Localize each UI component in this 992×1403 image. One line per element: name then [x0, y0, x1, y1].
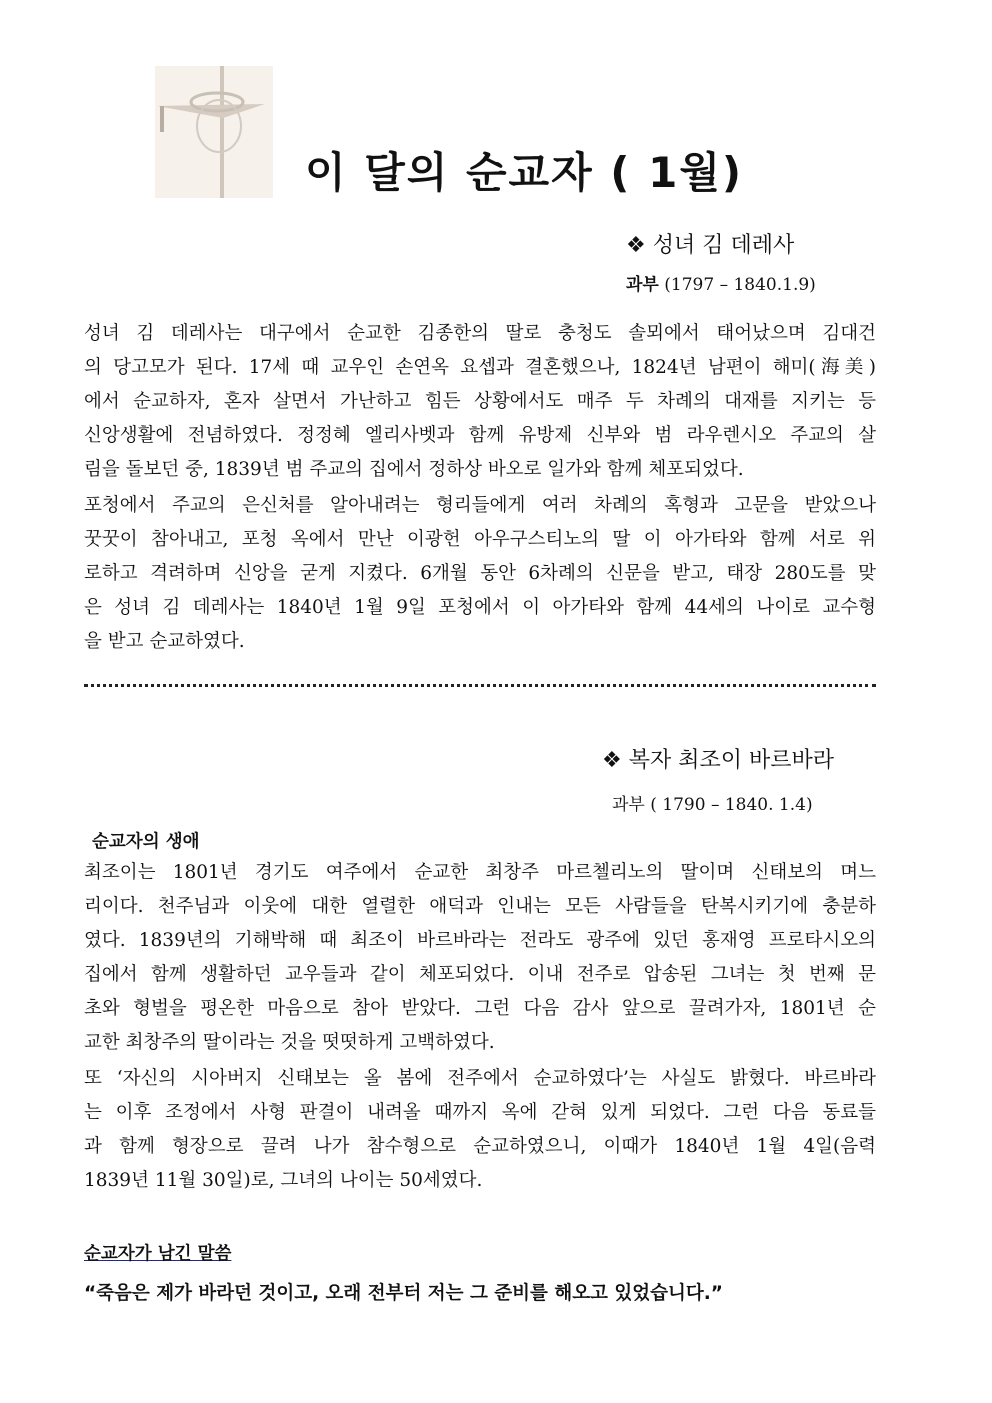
text-line: 또 ‘자신의 시아버지 신태보는 올 봄에 전주에서 순교하였다’는 사실도 밝혔다. 바르바라 — [84, 1068, 876, 1089]
text-line: 는 이후 조정에서 사형 판결이 내려올 때까지 옥에 갇혀 있게 되었다. 그런 다음 동료들 — [84, 1102, 876, 1123]
page-title: 이 달의 순교자 ( 1월) — [305, 148, 744, 197]
paragraph — [84, 1062, 876, 1198]
section2-title: ❖ 복자 최조이 바르바라 — [602, 748, 834, 773]
paragraph — [84, 317, 876, 487]
text-line: 1839년 11월 30일)로, 그녀의 나이는 50세였다. — [84, 1170, 483, 1191]
text-line: 교한 최창주의 딸이라는 것을 떳떳하게 고백하였다. — [84, 1032, 495, 1053]
text-line: 최조이는 1801년 경기도 여주에서 순교한 최창주 마르첼리노의 딸이며 신태보의 며느 — [84, 862, 876, 883]
section1-dates: (1797 – 1840.1.9) — [658, 275, 816, 295]
section2-subtitle: 과부 ( 1790 – 1840. 1.4) — [612, 795, 813, 815]
martyr-quote: “죽음은 제가 바라던 것이고, 오래 전부터 저는 그 준비를 해오고 있었습니다.” — [84, 1283, 723, 1304]
section1-role: 과부 — [626, 275, 659, 295]
text-line: 의 당고모가 된다. 17세 때 교우인 손연옥 요셉과 결혼했으나, 1824년 남편이 해미(海美) — [84, 357, 876, 378]
text-line: 은 성녀 김 데레사는 1840년 1월 9일 포청에서 이 아가타와 함께 44세의 나이로 교수형 — [84, 597, 876, 618]
paragraph — [84, 489, 876, 659]
text-line: 리이다. 천주님과 이웃에 대한 열렬한 애덕과 인내는 모든 사람들을 탄복시키기에 충분하 — [84, 896, 876, 917]
paragraph — [84, 856, 876, 1060]
words-heading: 순교자가 남긴 말씀 — [84, 1244, 232, 1264]
text-line: 로하고 격려하며 신앙을 굳게 지켰다. 6개월 동안 6차례의 신문을 받고, 태장 280도를 맞 — [84, 563, 876, 584]
text-line: 을 받고 순교하였다. — [84, 631, 245, 652]
text-line: 과 함께 형장으로 끌려 나가 참수형으로 순교하였으니, 이때가 1840년 1월 4일(음력 — [84, 1136, 876, 1157]
text-line: 림을 돌보던 중, 1839년 범 주교의 집에서 정하상 바오로 일가와 함께 체포되었다. — [84, 459, 744, 480]
text-line: 신앙생활에 전념하였다. 정정혜 엘리사벳과 함께 유방제 신부와 범 라우렌시오 주교의 살 — [84, 425, 876, 446]
section1-body — [84, 317, 876, 659]
section1-title: ❖ 성녀 김 데레사 — [626, 233, 795, 258]
life-heading: 순교자의 생애 — [92, 832, 200, 852]
text-line: 포청에서 주교의 은신처를 알아내려는 형리들에게 여러 차례의 혹형과 고문을 받았으나 — [84, 495, 876, 516]
dotted-divider — [84, 684, 876, 687]
text-line: 성녀 김 데레사는 대구에서 순교한 김종한의 딸로 충청도 솔뫼에서 태어났으며 김대건 — [84, 323, 876, 344]
section2-body — [84, 856, 876, 1198]
text-line: 였다. 1839년의 기해박해 때 최조이 바르바라는 전라도 광주에 있던 홍재영 프로타시오의 — [84, 930, 876, 951]
section1-subtitle — [626, 270, 816, 295]
cross-crown-of-thorns-image — [155, 66, 273, 198]
text-line: 에서 순교하자, 혼자 살면서 가난하고 힘든 상황에서도 매주 두 차례의 대재를 지키는 등 — [84, 391, 876, 412]
text-line: 초와 형벌을 평온한 마음으로 참아 받았다. 그런 다음 감사 앞으로 끌려가자, 1801년 순 — [84, 998, 876, 1019]
text-line: 집에서 함께 생활하던 교우들과 같이 체포되었다. 이내 전주로 압송된 그녀는 첫 번째 문 — [84, 964, 876, 985]
text-line: 꿋꿋이 참아내고, 포청 옥에서 만난 이광헌 아우구스티노의 딸 이 아가타와 함께 서로 위 — [84, 529, 876, 550]
